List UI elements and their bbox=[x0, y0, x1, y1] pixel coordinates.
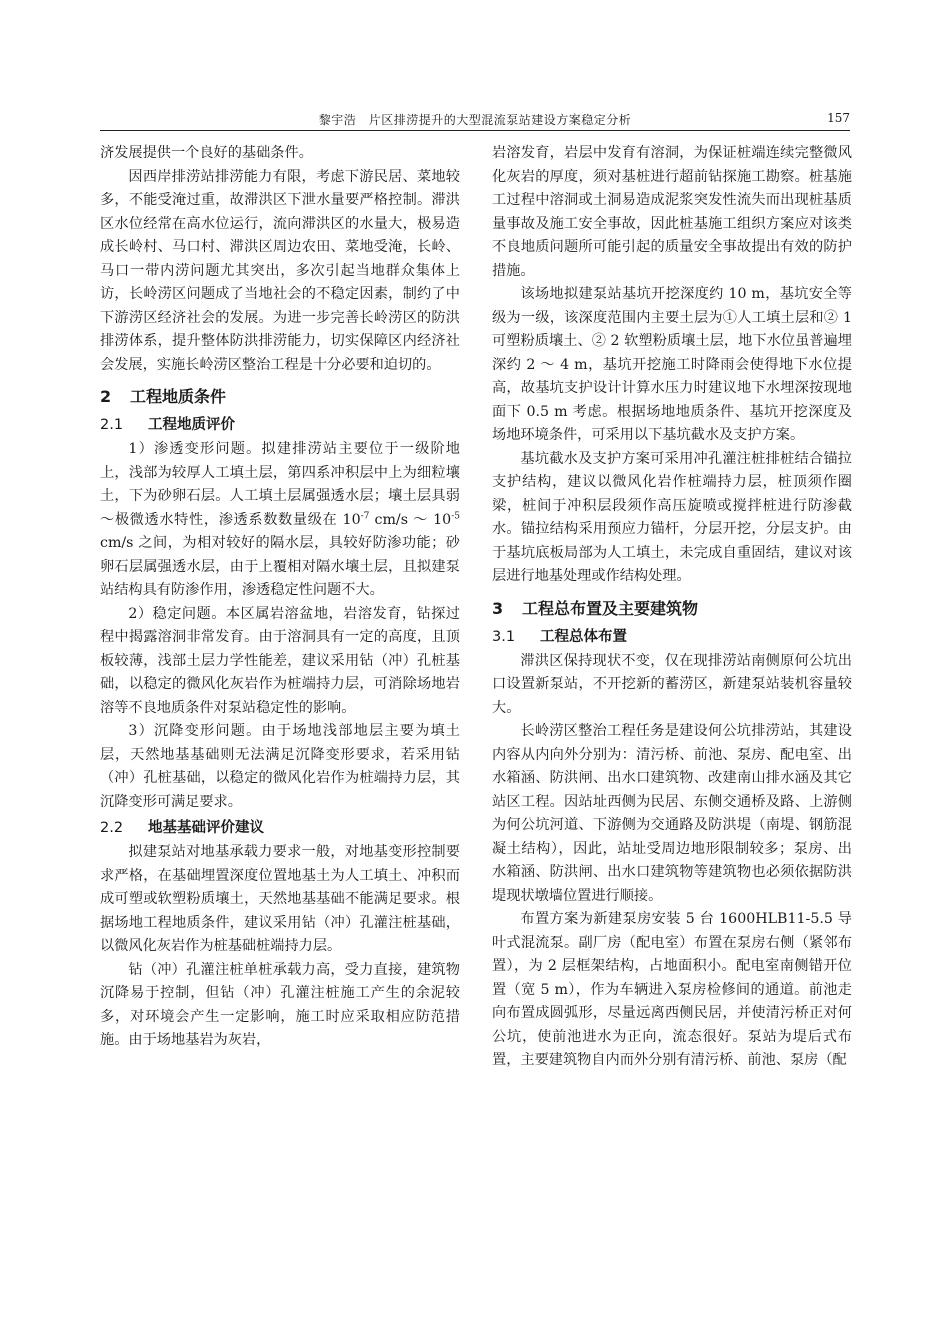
section-title: 工程地质条件 bbox=[130, 387, 227, 406]
paragraph: 因西岸排涝站排涝能力有限，考虑下游民居、菜地较多，不能受淹过重，故滞洪区下泄水量要严格控制。滞洪区水位经常在高水位运行，流向滞洪区的水量大，极易造成长岭村、马口村、滞洪区周边农田、菜地受淹，长岭、马口一带内涝问题尤其突出，多次引起当地群众集体上访，长岭涝区问题成了当地社会的不稳定因素，制约了中下游涝区经济社会的发展。为进一步完善长岭涝区的防洪排涝体系，提升整体防洪排涝能力，切实保障区内经济社会发展，实施长岭涝区整治工程是十分必要和迫切的。 bbox=[100, 168, 460, 373]
paragraph: 济发展提供一个良好的基础条件。 bbox=[100, 145, 313, 161]
paragraph: 钻（冲）孔灌注桩单桩承载力高，受力直接，建筑物沉降易于控制，但钻（冲）孔灌注桩施工产生的余泥较多，对环境会产生一定影响，施工时应采取相应防范措施。由于场地基岩为灰岩， bbox=[100, 961, 460, 1048]
section-heading-3 bbox=[492, 596, 852, 622]
paragraph: 岩溶发育，岩层中发育有溶洞，为保证桩端连续完整微风化灰岩的厚度，须对基桩进行超前钻探施工勘察。桩基施工过程中溶洞或土洞易造成泥浆突发性流失而出现桩基质量事故及施工安全事故，因此桩基施工组织方案应对该类不良地质问题所可能引起的质量安全事故提出有效的防护措施。 bbox=[492, 145, 852, 279]
section-number: 2 bbox=[100, 387, 112, 406]
paragraph: 基坑截水及支护方案可采用冲孔灌注桩排桩结合锚拉支护结构，建议以微风化岩作桩端持力层，桩顶须作圈梁，桩间于冲积层段须作高压旋喷或搅拌桩进行防渗截水。锚拉结构采用预应力锚杆，分层开挖，分层支护。由于基坑底板局部为人工填土，未完成自重固结，建议对该层进行地基处理或作结构处理。 bbox=[492, 450, 852, 584]
subsection-number: 2.2 bbox=[100, 820, 124, 836]
subsection-title: 地基基础评价建议 bbox=[148, 820, 264, 836]
page-number: 157 bbox=[827, 111, 850, 125]
subsection-title: 工程总体布置 bbox=[540, 628, 627, 645]
paragraph: 滞洪区保持现状不变，仅在现排涝站南侧原何公坑出口设置新泵站，不开挖新的蓄涝区，新建泵站装机容量较大。 bbox=[492, 652, 852, 716]
exponent: -5 bbox=[451, 510, 460, 521]
paragraph: 2）稳定问题。本区属岩溶盆地，岩溶发育，钻探过程中揭露溶洞非常发育。由于溶洞具有一定的高度，且顶板较薄，浅部土层力学性能差，建议采用钻（冲）孔桩基础，以稳定的微风化灰岩作为桩端持力层，可消除场地岩溶等不良地质条件对泵站稳定性的影响。 bbox=[100, 605, 460, 716]
paragraph: 3）沉降变形问题。由于场地浅部地层主要为填土层，天然地基基础则无法满足沉降变形要求，若采用钻（冲）孔桩基础，以稳定的微风化岩作为桩端持力层，其沉降变形可满足要求。 bbox=[100, 723, 460, 810]
paragraph: 布置方案为新建泵房安装 5 台 1600HLB11-5.5 导叶式混流泵。副厂房（配电室）布置在泵房右侧（紧邻布置），为 2 层框架结构，占地面积小。配电室南侧错开位置（宽 5 m），作为车辆进入泵房检修间的通道。前池走向布置成圆弧形，尽量远离西侧民居，并使清污桥正对何公坑，使前池进水为正向，流态很好。泵站为堤后式布置，主要建筑物自内而外分别有清污桥、前池、泵房（配 bbox=[492, 911, 852, 1068]
subsection-title: 工程地质评价 bbox=[148, 417, 235, 433]
paragraph-seepage: 1）渗透变形问题。拟建排涝站主要位于一级阶地上，浅部为较厚人工填土层，第四系冲积层中上为细粒壤土，下为砂卵石层。人工填土层属强透水层；壤土层具弱～极微透水特性，渗透系数数量级在 $10^{-7}$ cm/s ～ $10^{-5}$ cm/s 之间，为相对较好的隔水层，具较好防渗功能；砂卵石层属强透水层，由于上覆相对隔水壤土层，且拟建泵站结构具有防渗作用，渗透稳定性问题不大。 bbox=[100, 441, 460, 598]
paragraph: 长岭涝区整治工程任务是建设何公坑排涝站，其建设内容从内向外分别为：清污桥、前池、泵房、配电室、出水箱涵、防洪闸、出水口建筑物、改建南山排水涵及其它站区工程。因站址西侧为民居、东侧交通桥及路、上游侧为何公坑河道、下游侧为交通路及防洪堤（南堤、钢筋混凝土结构），因此，站址受周边地形限制较多；泵房、出水箱涵、防洪闸、出水口建筑物等建筑物也必须依据防洪堤现状墩墙位置进行顺接。 bbox=[492, 723, 852, 904]
section-heading-2 bbox=[100, 384, 460, 410]
section-number: 3 bbox=[492, 598, 504, 618]
running-header-title: 黎宇浩 片区排涝提升的大型混流泵站建设方案稳定分析 bbox=[318, 113, 632, 127]
subsection-heading-2-2 bbox=[100, 816, 460, 840]
paragraph: 该场地拟建泵站基坑开挖深度约 10 m，基坑安全等级为一级，该深度范围内主要土层为①人工填土层和② 1 可塑粉质壤土、② 2 软塑粉质壤土层，地下水位虽普遍埋深约 2 ～ 4 m，基坑开挖施工时降雨会使得地下水位提高，故基坑支护设计计算水压力时建议地下水埋深按现地面下 0.5 m 考虑。根据场地地质条件、基坑开挖深度及场地环境条件，可采用以下基坑截水及支护方案。 bbox=[492, 286, 852, 443]
section-title: 工程总布置及主要建筑物 bbox=[522, 598, 699, 618]
subsection-heading-2-1 bbox=[100, 413, 460, 437]
right-column bbox=[492, 142, 852, 1073]
subsection-number: 3.1 bbox=[492, 628, 516, 645]
subsection-number: 2.1 bbox=[100, 417, 124, 433]
left-column bbox=[100, 142, 460, 1053]
running-header bbox=[100, 110, 850, 131]
subsection-heading-3-1 bbox=[492, 625, 852, 649]
paragraph: 拟建泵站对地基承载力要求一般，对地基变形控制要求严格，在基础埋置深度位置地基土为人工填土、冲积而成可塑或软塑粉质壤土，天然地基基础不能满足要求。根据场地工程地质条件，建议采用钻（冲）孔灌注桩基础，以微风化灰岩作为桩基础桩端持力层。 bbox=[100, 844, 460, 954]
exponent: -7 bbox=[360, 510, 370, 521]
